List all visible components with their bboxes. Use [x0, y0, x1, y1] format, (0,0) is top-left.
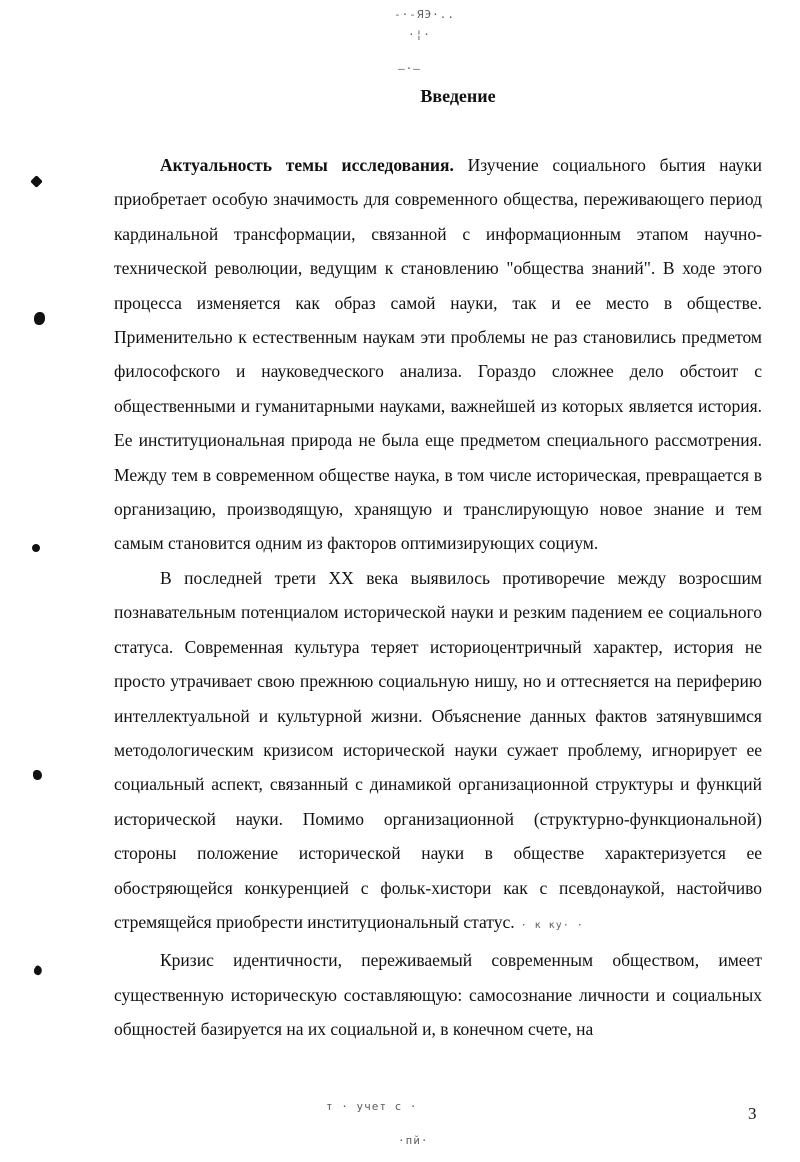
paragraph-1	[114, 148, 762, 561]
margin-punch-mark	[32, 544, 40, 552]
paragraph-3-text: Кризис идентичности, переживаемый современным обществом, имеет существенную историческую составляющую: самосознание личности и социальных общностей базируется на их социальной и, в конечном счете, на	[114, 950, 762, 1040]
paragraph-2-text: В последней трети XX века выявилось противоречие между возросшим познавательным потенциалом исторической науки и резким падением ее социального статуса. Современная культура теряет историоцентричный характер, история не просто утрачивает свою прежнюю социальную нишу, но и оттесняется на периферию интеллектуальной и культурной жизни. Объяснение данных фактов затянувшимся методологическим кризисом исторической науки сужает проблему, игнорирует ее социальный аспект, связанный с динамикой организационной структуры и функций исторической науки. Помимо организационной (структурно-функциональной) стороны положение исторической науки в обществе характеризуется ее обостряющейся конкуренцией с фольк-хистори как с псевдонаукой, настойчиво стремящейся приобрести институциональный статус.	[114, 567, 762, 932]
scan-artifact-top-mid: ·¦·	[408, 28, 431, 41]
paragraph-1-text: Изучение социального бытия науки приобретает особую значимость для современного общества, переживающего период кардинальной трансформации, связанной с информационным этапом научно-технической революции, ведущим к становлению "общества знаний". В ходе этого процесса изменяется как образ самой науки, так и ее место в обществе. Применительно к естественным наукам эти проблемы не раз становились предметом философского и науковедческого анализа. Гораздо сложнее дело обстоит с общественными и гуманитарными науками, важнейшей из которых является история. Ее институциональная природа не была еще предметом специального рассмотрения. Между тем в современном обществе наука, в том числе историческая, превращается в организацию, производящую, хранящую и транслирующую новое знание и тем самым становится одним из факторов оптимизирующих социум.	[114, 155, 762, 554]
margin-punch-mark	[33, 770, 42, 780]
scan-artifact-top: -·-ЯЭ·..	[394, 8, 455, 21]
page-title: Введение	[420, 86, 496, 106]
scan-artifact-bottom-low: ·пй·	[398, 1134, 429, 1147]
scan-artifact-top-low: —·—	[398, 62, 421, 75]
margin-punch-mark	[34, 312, 45, 325]
paragraph-2	[114, 561, 762, 943]
margin-punch-mark	[32, 965, 43, 977]
page-number: 3	[748, 1104, 757, 1123]
scan-artifact-bottom: т · учет с ·	[326, 1100, 418, 1113]
paragraph-1-lead: Актуальность темы исследования.	[160, 155, 454, 175]
scan-artifact-inline: · к ку· ·	[520, 919, 584, 931]
document-body	[114, 148, 762, 1047]
margin-punch-mark	[30, 175, 43, 188]
paragraph-3	[114, 943, 762, 1046]
